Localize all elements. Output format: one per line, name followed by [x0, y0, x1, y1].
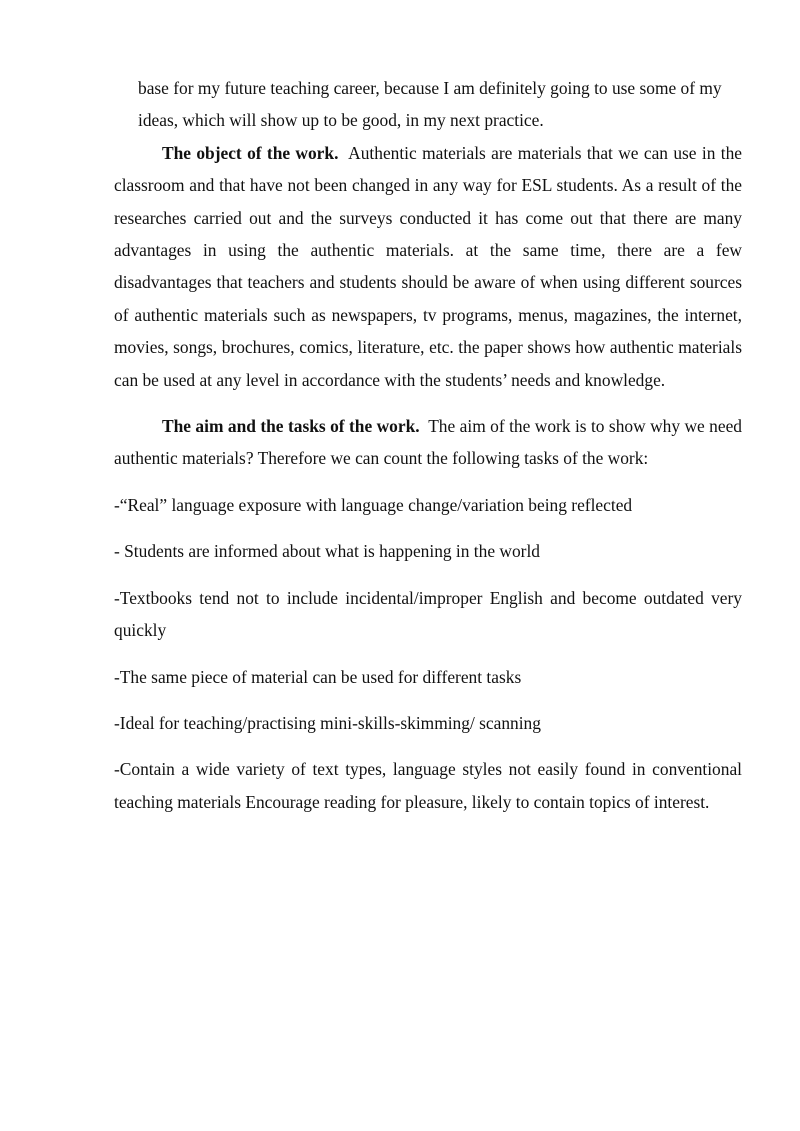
document-body — [114, 72, 742, 818]
aim-heading: The aim and the tasks of the work. — [162, 416, 420, 437]
task-item-1: -“Real” language exposure with language change/variation being reflected — [114, 494, 633, 515]
task-item-2: - Students are informed about what is happening in the world — [114, 541, 540, 562]
aim-body: The aim of the work is to show why we need authentic materials? Therefore we can count the following tasks of the work: — [114, 416, 743, 469]
task-item-3: -Textbooks tend not to include incidental/improper English and become outdated very quickly — [114, 587, 742, 641]
task-item-6: -Contain a wide variety of text types, language styles not easily found in conventional teaching materials Encourage reading for pleasure, likely to contain topics of interest. — [114, 759, 742, 812]
object-body: Authentic materials are materials that we can use in the classroom and that have not been changed in any way for ESL students. As a result of the researches carried out and the surveys conducted it has come out that there are many advantages in using the authentic materials. at the same time, there are a few disadvantages that teachers and students should be aware of when using different sources of authentic materials such as newspapers, tv programs, menus, magazines, the internet, movies, songs, brochures, comics, literature, etc. the paper shows how authentic materials can be used at any level in accordance with the students’ needs and knowledge. — [114, 142, 742, 390]
task-item-4: -The same piece of material can be used for different tasks — [114, 666, 522, 687]
continuation-paragraph: base for my future teaching career, because I am definitely going to use some of my ideas, which will show up to be good, in my next practice. — [138, 78, 722, 131]
object-heading: The object of the work. — [162, 142, 339, 163]
aim-paragraph — [114, 410, 742, 475]
task-item-5: -Ideal for teaching/practising mini-skills-skimming/ scanning — [114, 712, 541, 733]
object-paragraph — [114, 137, 742, 396]
